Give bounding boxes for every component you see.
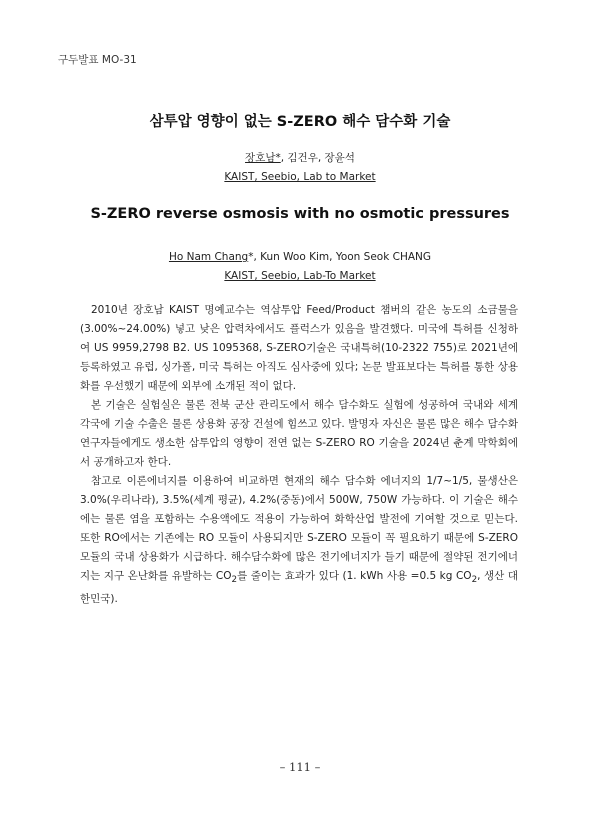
paragraph-3-text-a: 참고로 이론에너지를 이용하여 비교하면 현재의 해수 담수화 에너지의 1/7~1/5, 물생산은 3.0%(우리나라), 3.5%(세계 평균), 4.2%(중동)에서 500W, 750W 가능하다. 이 기술은 해수에는 물론 염을 포함하는 수용액에도 적용이 가능하여 화학산업 발전에 기여할 것으로 믿는다. 또한 RO에서는 기존에는 RO 모듈이 사용되지만 S-ZERO 모듈이 꼭 필요하기 때문에 S-ZERO 모듈의 국내 상용화가 시급하다. 해수담수화에 많은 전기에너지가 들기 때문에 절약된 전기에너지는 지구 온난화를 유발하는 CO: [80, 475, 518, 582]
author-names-korean: [0, 149, 600, 168]
title-korean: 삼투압 영향이 없는 S-ZERO 해수 담수화 기술: [149, 114, 451, 130]
subscript-2-a: 2: [231, 575, 238, 586]
paragraph-3-text-c: , 생산 대한민국).: [80, 570, 519, 606]
paragraph-2: 본 기술은 실험실은 물론 전북 군산 관리도에서 해수 담수화도 실험에 성공하여 국내와 세계 각국에 기술 수출은 물론 상용화 공장 건설에 힘쓰고 있다. 발명자 자신은 물론 많은 해수 담수화 연구자들에게도 생소한 삼투압의 영향이 전연 없는 S-ZERO RO 기술을 2024년 춘계 막학회에서 공개하고자 한다.: [80, 399, 518, 468]
abstract-body: [80, 301, 518, 609]
paragraph-1: 2010년 장호남 KAIST 명예교수는 역삼투압 Feed/Product 챔버의 같은 농도의 소금물을(3.00%~24.00%) 넣고 낮은 압력차에서도 플럭스가 있음을 발견했다. 미국에 특허를 신청하여 US 9959,2798 B2. US 1095368, S-ZERO기술은 국내특허(10-2322 755)로 2021년에 등록하였고 유럽, 싱가폴, 미국 특허는 아직도 심사중에 있다; 논문 발표보다는 특허를 통한 상용화를 우선했기 때문에 외부에 소개된 적이 없다.: [80, 304, 518, 392]
author-names-english: [0, 248, 600, 267]
session-label: 구두발표 MO-31: [58, 54, 137, 66]
page-number: – 111 –: [279, 760, 321, 774]
co-authors-korean: , 김건우, 장윤석: [280, 152, 355, 164]
paragraph-3: [80, 472, 518, 609]
authors-english: [0, 248, 600, 286]
affiliation-korean: KAIST, Seebio, Lab to Market: [224, 171, 376, 183]
subscript-2-b: 2: [471, 575, 478, 586]
presenting-author-english: Ho Nam Chang: [168, 251, 249, 263]
title-english: S-ZERO reverse osmosis with no osmotic pressures: [90, 206, 510, 222]
presenting-author-korean: 장호남*: [245, 152, 281, 164]
authors-korean: [0, 149, 600, 187]
paragraph-3-text-b: 를 줄이는 효과가 있다 (1. kWh 사용 =0.5 kg CO: [237, 570, 472, 582]
co-authors-english: *, Kun Woo Kim, Yoon Seok CHANG: [248, 251, 432, 263]
affiliation-english: KAIST, Seebio, Lab-To Market: [224, 270, 376, 282]
